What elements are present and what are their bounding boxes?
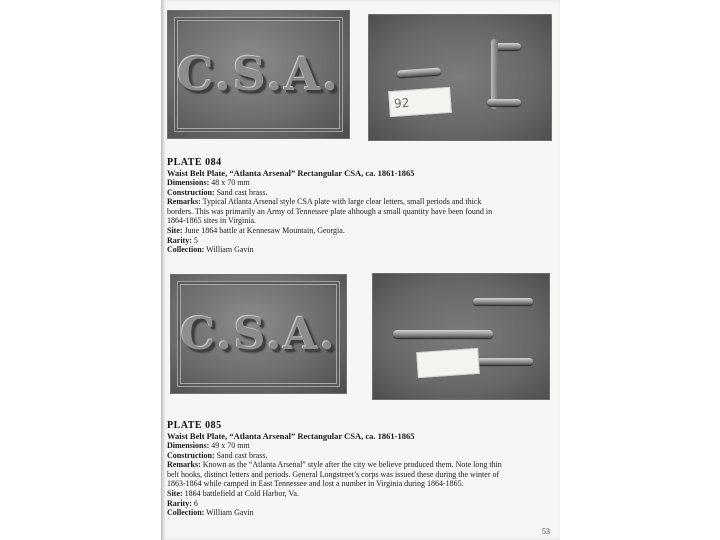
inventory-tag [416, 348, 480, 378]
remarks-line: belt hooks, distinct letters and periods. General Longstreet’s corps was issued these during the winter of [167, 469, 500, 479]
plate-084-back-photo [368, 14, 552, 141]
remarks-line: Remarks: Known as the “Atlanta Arsenal” style after the city we believe produced them. Note long thin [167, 460, 502, 470]
plate-085-caption [167, 420, 553, 518]
belt-hook [487, 99, 521, 106]
site-line: Site: 1864 battlefield at Cold Harbor, Va. [167, 488, 299, 498]
belt-hook [473, 298, 533, 305]
inventory-tag [388, 87, 452, 117]
rarity-line: Rarity: 5 [167, 235, 198, 245]
plate-title: Waist Belt Plate, “Atlanta Arsenal” Rectangular CSA, ca. 1861-1865 [167, 168, 415, 178]
remarks-line: Remarks: Typical Atlanta Arsenal style CSA plate with large clear letters, small periods and thick [167, 197, 482, 207]
remarks-line: 1864-1865 sites in Virginia. [167, 216, 256, 226]
construction-line: Construction: Sand cast brass. [167, 187, 268, 197]
plate-lettering: C.S.A. [176, 47, 341, 101]
inventory-tag-text: 92 [393, 95, 410, 111]
plate-084-caption [167, 157, 553, 255]
page-gutter [161, 0, 165, 540]
plate-title: Waist Belt Plate, “Atlanta Arsenal” Rectangular CSA, ca. 1861-1865 [167, 431, 415, 441]
page-number: 53 [542, 527, 550, 536]
plate-lettering: C.S.A. [180, 309, 337, 360]
site-line: Site: June 1864 battle at Kennesaw Mountain, Georgia. [167, 225, 345, 235]
dimensions-line: Dimensions: 48 x 70 mm [167, 178, 250, 187]
remarks-line: borders. This was primarily an Army of Tennessee plate although a small quantity have been found in [167, 206, 493, 216]
belt-hook [477, 358, 533, 365]
plate-085-back-photo [372, 273, 550, 400]
remarks-line: 1863-1864 while camped in East Tennessee and lost a number in Virginia during 1864-1865. [167, 479, 464, 489]
collection-line: Collection: William Gavin [167, 245, 254, 255]
plate-number: PLATE 085 [167, 420, 222, 431]
belt-hook [397, 67, 441, 77]
collection-line: Collection: William Gavin [167, 508, 254, 518]
plate-085-front-photo [170, 274, 347, 394]
rarity-line: Rarity: 6 [167, 498, 198, 508]
plate-084-front-photo [167, 10, 350, 139]
construction-line: Construction: Sand cast brass. [167, 450, 268, 460]
belt-hook [393, 330, 493, 338]
plate-number: PLATE 084 [167, 157, 222, 168]
dimensions-line: Dimensions: 49 x 70 mm [167, 441, 250, 450]
